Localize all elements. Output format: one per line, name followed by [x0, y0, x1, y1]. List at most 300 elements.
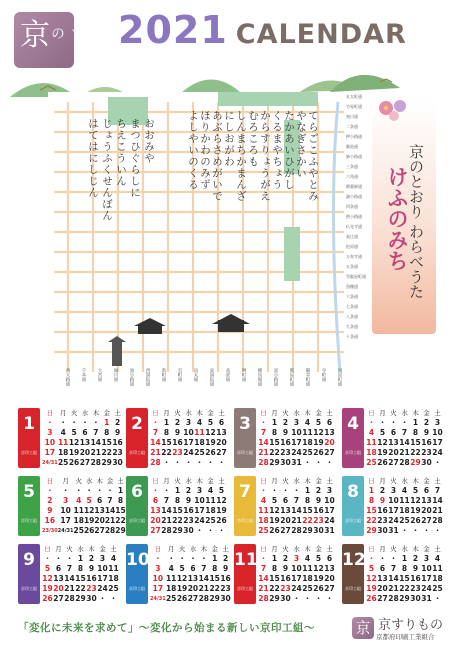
day-cell: 11	[165, 574, 177, 583]
day-cell: 6	[390, 428, 397, 437]
day-cell: ・	[389, 554, 398, 563]
day-cell: 17	[44, 448, 56, 457]
day-cell: 17	[291, 438, 302, 447]
day-cell: 20	[324, 574, 335, 583]
day-cell: ・	[106, 486, 114, 495]
street-label: 五条通	[346, 264, 358, 269]
weekday-header: 金	[207, 409, 214, 417]
day-cell: ・	[303, 458, 312, 467]
month-grid	[18, 408, 446, 608]
day-cell: 11	[73, 506, 84, 515]
day-cell: 20	[421, 506, 432, 515]
day-cell: 2	[47, 496, 53, 505]
street-label: 西洞院通	[145, 368, 150, 386]
poem-line: しんまちかまんざ	[235, 110, 247, 202]
day-cell: ・	[325, 458, 334, 467]
day-cell: 21	[388, 584, 399, 593]
poem-line: はてはにしじん	[87, 118, 99, 199]
month-day-table	[42, 408, 123, 468]
weekday-header: 火	[178, 545, 186, 553]
day-cell: 6	[82, 428, 88, 437]
day-cell: ・	[259, 486, 268, 495]
day-cell: 23	[421, 448, 432, 457]
day-cell: 5	[207, 418, 214, 427]
day-cell: ・	[378, 418, 387, 427]
calendar-title	[118, 8, 407, 52]
day-cell: 14	[104, 506, 116, 515]
day-cell: ・	[400, 526, 409, 535]
day-cell: 23	[86, 584, 97, 593]
day-cell: 7	[163, 496, 170, 505]
weekday-header: 水	[401, 477, 408, 485]
day-cell: 26	[377, 458, 388, 467]
day-cell: 8	[271, 564, 278, 573]
street-label: 十条通	[346, 334, 358, 339]
day-cell: ・	[270, 486, 279, 495]
weekday-header: 土	[434, 409, 441, 417]
weekday-header: 月	[59, 409, 67, 417]
day-cell: ・	[389, 418, 398, 427]
day-cell: 2	[222, 554, 229, 563]
day-cell: 28	[432, 516, 443, 525]
month-7	[234, 476, 339, 542]
month-number: 7	[239, 482, 251, 502]
day-cell: ・	[85, 486, 93, 495]
month-number: 1	[23, 414, 35, 434]
day-cell: 24	[324, 516, 335, 525]
weekday-header: 金	[315, 545, 322, 553]
day-cell: 7	[293, 496, 300, 505]
day-cell: 1	[304, 486, 311, 495]
day-cell: 18	[73, 516, 84, 525]
weekday-header: 金	[207, 477, 214, 485]
day-cell: 20	[187, 584, 199, 593]
day-cell: 2	[282, 554, 289, 563]
day-cell: 24	[421, 584, 432, 593]
day-cell: 15	[302, 506, 313, 515]
poem-line: おおみや	[143, 118, 155, 164]
day-cell: ・	[433, 526, 442, 535]
month-number: 12	[342, 550, 366, 570]
day-cell: 18	[194, 438, 205, 447]
day-cell: ・	[189, 554, 197, 563]
footer-org-name: 京都府印刷工業組合	[376, 633, 435, 641]
day-cell: 1	[271, 554, 278, 563]
day-cell: ・	[259, 554, 268, 563]
weekday-header: 火	[75, 477, 82, 485]
month-1	[18, 408, 123, 474]
day-cell: 27	[94, 526, 105, 535]
song-title-panel	[372, 102, 436, 334]
day-cell: 6	[190, 564, 196, 573]
day-cell: 10	[152, 574, 164, 583]
poem-line: たかあいひがし	[283, 110, 295, 191]
day-cell: 26	[313, 448, 324, 457]
day-cell: 5	[86, 496, 92, 505]
poem-line: あぶらさめがいで	[211, 110, 223, 202]
weekday-header: 水	[293, 477, 300, 485]
day-cell: ・	[46, 418, 54, 427]
day-cell: 30	[86, 594, 97, 603]
day-cell: ・	[378, 554, 387, 563]
day-cell: 4	[196, 418, 203, 427]
day-cell: 21	[150, 448, 161, 457]
street-label: 九条通	[346, 324, 358, 329]
month-note: 京印工組	[21, 518, 37, 523]
street-label: 四条通	[346, 204, 358, 209]
day-cell: 16	[377, 506, 388, 515]
day-cell: 2	[423, 418, 430, 427]
day-cell: 21	[104, 516, 116, 525]
day-cell: 5	[368, 564, 375, 573]
day-cell: 12	[269, 506, 280, 515]
day-cell: 14	[64, 574, 75, 583]
day-cell: ・	[59, 418, 67, 427]
day-cell: 1	[117, 486, 124, 495]
weekday-header: 木	[412, 545, 419, 553]
street-label: 東洞院通	[209, 368, 214, 386]
weekday-header: 水	[185, 477, 192, 485]
day-cell: ・	[400, 418, 409, 427]
poem-line: まつひぐらしに	[129, 118, 141, 199]
day-cell: 11	[399, 496, 410, 505]
day-cell: 15	[172, 506, 183, 515]
day-cell: 18	[57, 448, 69, 457]
weekday-header: 金	[211, 545, 218, 553]
day-cell: ・	[92, 418, 100, 427]
day-cell: 3	[47, 428, 53, 437]
day-cell: 25	[205, 516, 216, 525]
day-cell: 13	[94, 506, 105, 515]
weekday-header: 月	[379, 545, 386, 553]
day-cell: 3	[293, 418, 300, 427]
day-cell: ・	[46, 486, 54, 495]
day-cell: 30	[377, 526, 388, 535]
weekday-header: 木	[196, 477, 203, 485]
day-cell: 24	[291, 448, 302, 457]
day-cell: 25	[194, 448, 205, 457]
weekday-header: 月	[62, 477, 69, 485]
day-cell: 9	[114, 428, 121, 437]
month-day-table	[366, 544, 443, 604]
weekday-header: 水	[189, 545, 197, 553]
day-cell: 4	[434, 554, 441, 563]
day-cell: 24	[183, 448, 194, 457]
day-cell: 5	[71, 428, 77, 437]
day-cell: 17	[152, 584, 164, 593]
day-cell: 15	[399, 574, 410, 583]
day-cell: 1	[271, 418, 278, 427]
day-cell: 14	[388, 574, 399, 583]
weekday-header: 水	[85, 477, 93, 485]
weekday-header: 日	[368, 545, 375, 553]
day-cell: 8	[304, 496, 311, 505]
day-cell: 4	[368, 428, 375, 437]
poem-line: ほりかわのみず	[199, 110, 211, 191]
day-cell: 6	[96, 496, 103, 505]
month-number: 2	[131, 414, 143, 434]
day-cell: 16	[183, 506, 194, 515]
day-cell: 14	[291, 506, 302, 515]
day-cell: 16	[172, 438, 183, 447]
day-cell: 4	[76, 496, 82, 505]
day-cell: 8	[77, 564, 84, 573]
day-cell: 27	[377, 594, 388, 603]
day-cell: 3	[63, 496, 69, 505]
day-cell: 22	[75, 584, 86, 593]
day-cell: 4	[304, 554, 311, 563]
weekday-header: 木	[200, 545, 208, 553]
street-label: 魚棚通	[346, 284, 358, 289]
day-cell: 13	[377, 574, 388, 583]
day-cell: 25	[258, 526, 269, 535]
day-cell: ・	[151, 486, 160, 495]
day-cell: ・	[217, 458, 226, 467]
logo-kanji: 京	[20, 18, 50, 53]
poem-line: やなぎさかい	[295, 110, 307, 179]
weekday-header: 日	[152, 409, 159, 417]
day-cell: 6	[218, 418, 225, 427]
street-label: 高辻通	[346, 234, 358, 239]
weekday-header: 日	[46, 409, 54, 417]
weekday-header: 火	[390, 545, 397, 553]
day-cell: 9	[282, 428, 289, 437]
day-cell: 6	[423, 486, 430, 495]
day-cell: 27	[324, 448, 335, 457]
day-cell: 7	[401, 428, 408, 437]
day-cell: 15	[75, 574, 86, 583]
day-cell: 24/31	[150, 596, 166, 602]
day-cell: 19	[216, 506, 227, 515]
day-cell: ・	[54, 554, 63, 563]
street-label: 堀川通	[113, 368, 118, 382]
day-cell: 19	[366, 584, 377, 593]
day-cell: 10	[183, 428, 194, 437]
weekday-header: 火	[70, 409, 78, 417]
day-cell: 9	[185, 496, 192, 505]
day-cell: 17	[421, 574, 432, 583]
day-cell: 17	[291, 574, 302, 583]
street-label: 御池通	[346, 144, 358, 149]
weekday-header: 土	[326, 545, 333, 553]
day-cell: 29	[172, 526, 183, 535]
day-cell: 17	[97, 574, 108, 583]
day-cell: 20	[388, 448, 399, 457]
weekday-header: 日	[368, 477, 375, 485]
weekday-header: 金	[106, 477, 114, 485]
month-4	[342, 408, 447, 474]
day-cell: 22	[209, 584, 220, 593]
day-cell: 27	[187, 594, 199, 603]
day-cell: 8	[117, 496, 124, 505]
month-day-table	[150, 544, 231, 604]
day-cell: 12	[83, 506, 95, 515]
day-cell: 1	[212, 554, 218, 563]
day-cell: 21	[291, 516, 302, 525]
weekday-header: 月	[55, 545, 62, 553]
day-cell: 30	[112, 458, 123, 467]
day-cell: 24	[432, 448, 443, 457]
day-cell: 9	[222, 564, 229, 573]
month-note: 京印工組	[345, 450, 361, 455]
day-cell: 25	[366, 458, 377, 467]
street-label: 寺町通	[321, 368, 326, 382]
day-cell: ・	[422, 526, 431, 535]
weekday-header: 火	[390, 477, 397, 485]
street-label: 三条通	[346, 164, 358, 169]
weekday-header: 土	[326, 477, 333, 485]
day-cell: 3	[434, 418, 441, 427]
day-cell: 3	[390, 486, 397, 495]
day-cell: 17	[324, 506, 335, 515]
day-cell: 3	[155, 564, 161, 573]
day-cell: 22	[366, 516, 377, 525]
street-label: 綾小路通	[346, 214, 362, 219]
day-cell: 21	[399, 448, 410, 457]
day-cell: ・	[109, 594, 118, 603]
day-cell: 24	[97, 584, 108, 593]
day-cell: 29	[410, 458, 421, 467]
title-year: 2021	[118, 8, 228, 52]
street-label: 姉小路通	[346, 154, 362, 159]
day-cell: 21	[64, 584, 75, 593]
weekday-header: 土	[434, 545, 441, 553]
song-title: 京のとおり わらべうた	[407, 144, 425, 299]
day-cell: 22	[399, 584, 410, 593]
month-number: 4	[347, 414, 359, 434]
day-cell: 10	[97, 564, 108, 573]
day-cell: ・	[433, 458, 442, 467]
day-cell: 28	[198, 594, 210, 603]
day-cell: 5	[412, 486, 419, 495]
day-cell: 23	[313, 516, 324, 525]
day-cell: 28	[258, 458, 269, 467]
day-cell: ・	[151, 418, 160, 427]
month-day-table	[150, 408, 227, 468]
poem-line: むろころも	[247, 110, 259, 168]
day-cell: ・	[61, 486, 70, 495]
day-cell: 22	[302, 516, 313, 525]
day-cell: 27	[79, 458, 91, 467]
day-cell: 1	[163, 418, 170, 427]
day-cell: 29	[115, 526, 126, 535]
day-cell: 4	[401, 486, 408, 495]
day-cell: 20	[216, 438, 227, 447]
day-cell: 1	[104, 418, 110, 427]
day-cell: 31	[421, 594, 432, 603]
day-cell: 16	[86, 574, 97, 583]
weekday-header: 水	[401, 545, 408, 553]
street-label: 西大路通	[65, 368, 70, 386]
day-cell: 29	[269, 458, 280, 467]
day-cell: 13	[324, 564, 335, 573]
title-calendar: CALENDAR	[235, 19, 407, 50]
day-cell: 22	[172, 516, 183, 525]
day-cell: 7	[201, 564, 207, 573]
day-cell: 1	[401, 554, 408, 563]
day-cell: 15	[269, 574, 280, 583]
day-cell: 18	[302, 438, 313, 447]
day-cell: 22	[161, 448, 172, 457]
day-cell: ・	[292, 486, 301, 495]
street-label: 竹屋町通	[346, 104, 362, 109]
day-cell: 29	[101, 458, 112, 467]
day-cell: 17	[183, 438, 194, 447]
day-cell: 16	[44, 516, 56, 525]
street-label: 六角通	[346, 174, 358, 179]
street-names-right	[346, 92, 370, 342]
street-label: 松原通	[346, 244, 358, 249]
street-label: 夷川通	[346, 114, 358, 119]
day-cell: 18	[399, 506, 410, 515]
day-cell: 4	[304, 418, 311, 427]
weekday-header: 金	[423, 477, 430, 485]
day-cell: 23	[112, 448, 123, 457]
weekday-header: 月	[271, 477, 278, 485]
day-cell: 8	[271, 428, 278, 437]
day-cell: 23	[280, 584, 291, 593]
month-note: 京印工組	[237, 518, 253, 523]
day-cell: 20	[324, 438, 335, 447]
day-cell: 10	[44, 438, 56, 447]
day-cell: 11	[108, 564, 119, 573]
day-cell: 23	[280, 448, 291, 457]
day-cell: 23	[377, 516, 388, 525]
street-label: 蛸薬師通	[346, 184, 362, 189]
day-cell: 8	[212, 564, 218, 573]
weekday-header: 日	[44, 545, 51, 553]
weekday-header: 土	[326, 409, 333, 417]
day-cell: 8	[412, 428, 419, 437]
day-cell: 27	[216, 448, 227, 457]
street-label: 仏光寺通	[346, 224, 362, 229]
day-cell: 7	[152, 428, 159, 437]
day-cell: 18	[108, 574, 119, 583]
weekday-header: 月	[379, 409, 386, 417]
weekday-header: 水	[81, 409, 89, 417]
month-number: 3	[239, 414, 251, 434]
day-cell: 20	[150, 516, 161, 525]
day-cell: 16	[313, 506, 324, 515]
day-cell: 30	[280, 594, 291, 603]
day-cell: 29	[75, 594, 86, 603]
day-cell: 13	[421, 496, 432, 505]
day-cell: ・	[325, 594, 334, 603]
day-cell: 28	[90, 458, 102, 467]
day-cell: 5	[315, 554, 322, 563]
day-cell: 5	[44, 564, 51, 573]
weekday-header: 日	[260, 477, 267, 485]
song-subtitle: けふのみち	[385, 166, 410, 271]
day-cell: 12	[313, 428, 324, 437]
day-cell: 13	[187, 574, 199, 583]
day-cell: 14	[198, 574, 210, 583]
day-cell: 13	[388, 438, 399, 447]
month-note: 京印工組	[21, 586, 37, 591]
poem-line: にしおがわ	[223, 110, 235, 168]
day-cell: ・	[178, 554, 186, 563]
day-cell: 12	[366, 574, 377, 583]
day-cell: 18	[258, 516, 269, 525]
day-cell: 31	[291, 458, 302, 467]
weekday-header: 土	[110, 545, 117, 553]
street-label: 富小路通	[273, 368, 278, 386]
weekday-header: 日	[46, 477, 54, 485]
day-cell: 21	[90, 448, 102, 457]
day-cell: 23	[183, 516, 194, 525]
day-cell: 29	[366, 526, 377, 535]
day-cell: 28	[291, 526, 302, 535]
